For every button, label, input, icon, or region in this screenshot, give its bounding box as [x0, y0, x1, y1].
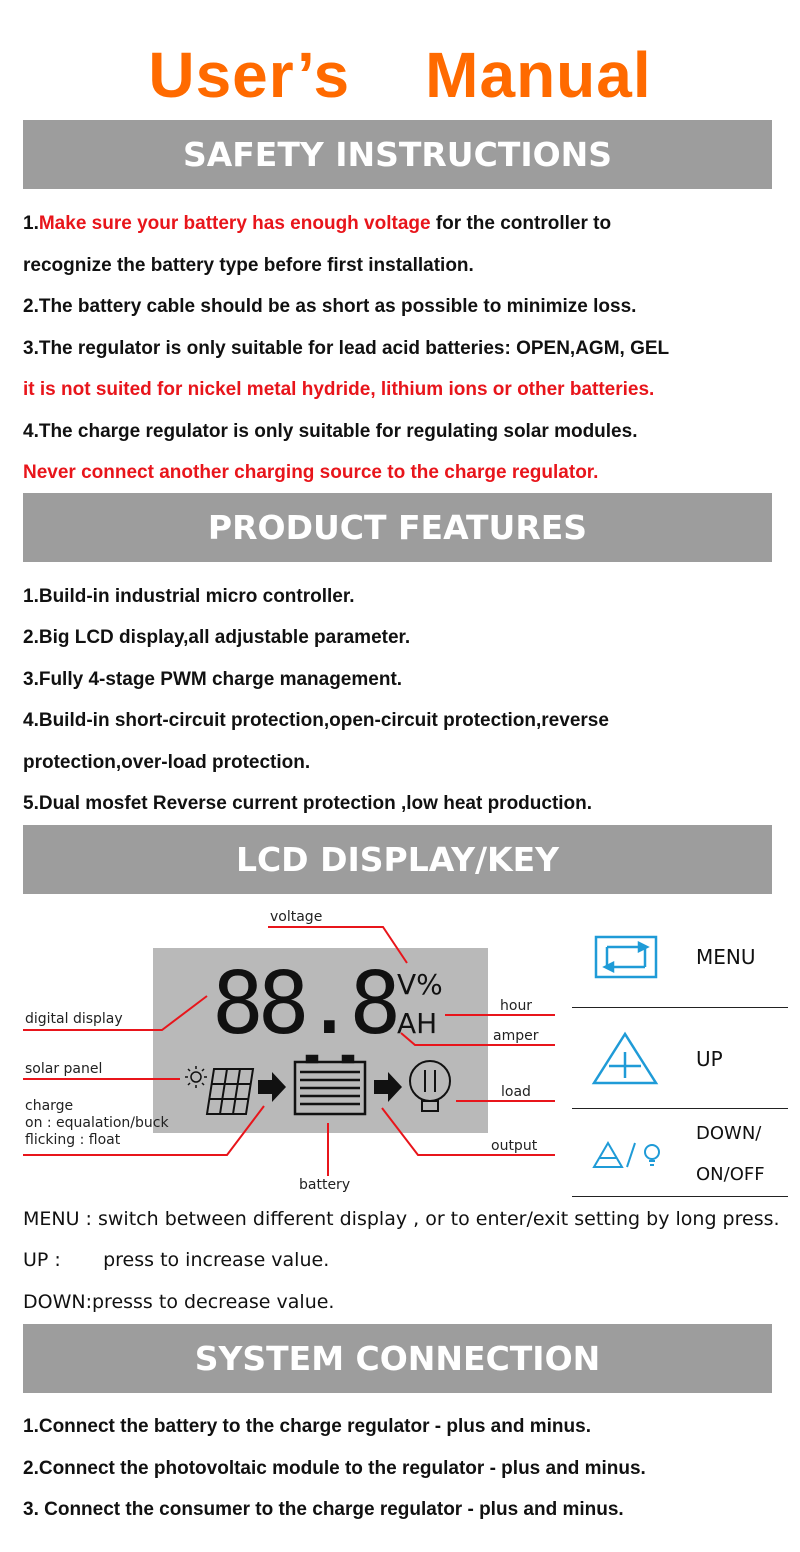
down-key-label: DOWN/ [696, 1123, 762, 1144]
safety-item-1-warning: Make sure your battery has enough voltage [38, 213, 431, 234]
safety-item-4-warning: Never connect another charging source to the charge regulator. [23, 462, 599, 483]
feature-item-4-cont: protection,over-load protection. [23, 752, 311, 773]
feature-item-3: 3.Fully 4-stage PWM charge management. [23, 669, 403, 690]
feature-item-5: 5.Dual mosfet Reverse current protection ,low heat production. [23, 793, 593, 814]
safety-item-2: 2.The battery cable should be as short as possible to minimize loss. [23, 296, 637, 317]
digital-display-label: digital display [25, 1011, 123, 1027]
system-item-1: 1.Connect the battery to the charge regulator - plus and minus. [23, 1416, 591, 1437]
key-divider [572, 1007, 788, 1008]
charge-label: charge [25, 1098, 74, 1114]
battery-label: battery [299, 1177, 351, 1193]
down-key-icon [594, 1143, 659, 1167]
up-key-icon [594, 1034, 656, 1083]
features-heading: PRODUCT FEATURES [23, 493, 772, 562]
menu-key-label: MENU [696, 945, 756, 969]
system-heading: SYSTEM CONNECTION [23, 1324, 772, 1393]
output-label: output [491, 1138, 538, 1154]
key-divider [572, 1108, 788, 1109]
system-item-2: 2.Connect the photovoltaic module to the regulator - plus and minus. [23, 1458, 646, 1479]
charge-on-label: on : equalation/buck [25, 1115, 169, 1131]
feature-item-1: 1.Build-in industrial micro controller. [23, 586, 355, 607]
down-description: DOWN:presss to decrease value. [23, 1291, 335, 1313]
safety-item-4: 4.The charge regulator is only suitable for regulating solar modules. [23, 421, 638, 442]
feature-item-2: 2.Big LCD display,all adjustable parameter. [23, 627, 411, 648]
up-key-label: UP [696, 1047, 723, 1071]
system-item-3: 3. Connect the consumer to the charge regulator - plus and minus. [23, 1499, 624, 1520]
feature-item-4: 4.Build-in short-circuit protection,open-circuit protection,reverse [23, 710, 609, 731]
safety-item-3-warning: it is not suited for nickel metal hydride, lithium ions or other batteries. [23, 379, 655, 400]
safety-item-3: 3.The regulator is only suitable for lead acid batteries: OPEN,AGM, GEL [23, 338, 670, 359]
safety-item-1-cont: recognize the battery type before first installation. [23, 255, 474, 276]
menu-key-icon [596, 937, 656, 977]
lcd-digits: 88.8 [212, 954, 396, 1054]
solar-panel-label: solar panel [25, 1061, 103, 1077]
lcd-unit-bottom: AH [397, 1007, 438, 1040]
up-description: UP : press to increase value. [23, 1249, 330, 1271]
hour-label: hour [500, 998, 533, 1014]
safety-item-1-rest: for the controller to [430, 213, 612, 234]
page-title: User’s Manual [148, 39, 652, 111]
lcd-heading: LCD DISPLAY/KEY [23, 825, 772, 894]
amper-label: amper [493, 1028, 539, 1044]
safety-item-1-prefix: 1. [23, 213, 39, 234]
voltage-label: voltage [270, 909, 323, 925]
charge-flicking-label: flicking : float [25, 1132, 121, 1148]
lcd-unit-top: V% [397, 968, 443, 1001]
menu-description: MENU : switch between different display , or to enter/exit setting by long press. [23, 1208, 780, 1230]
load-label: load [501, 1084, 531, 1100]
safety-heading: SAFETY INSTRUCTIONS [23, 120, 772, 189]
onoff-key-label: ON/OFF [696, 1164, 765, 1185]
key-divider [572, 1196, 788, 1197]
